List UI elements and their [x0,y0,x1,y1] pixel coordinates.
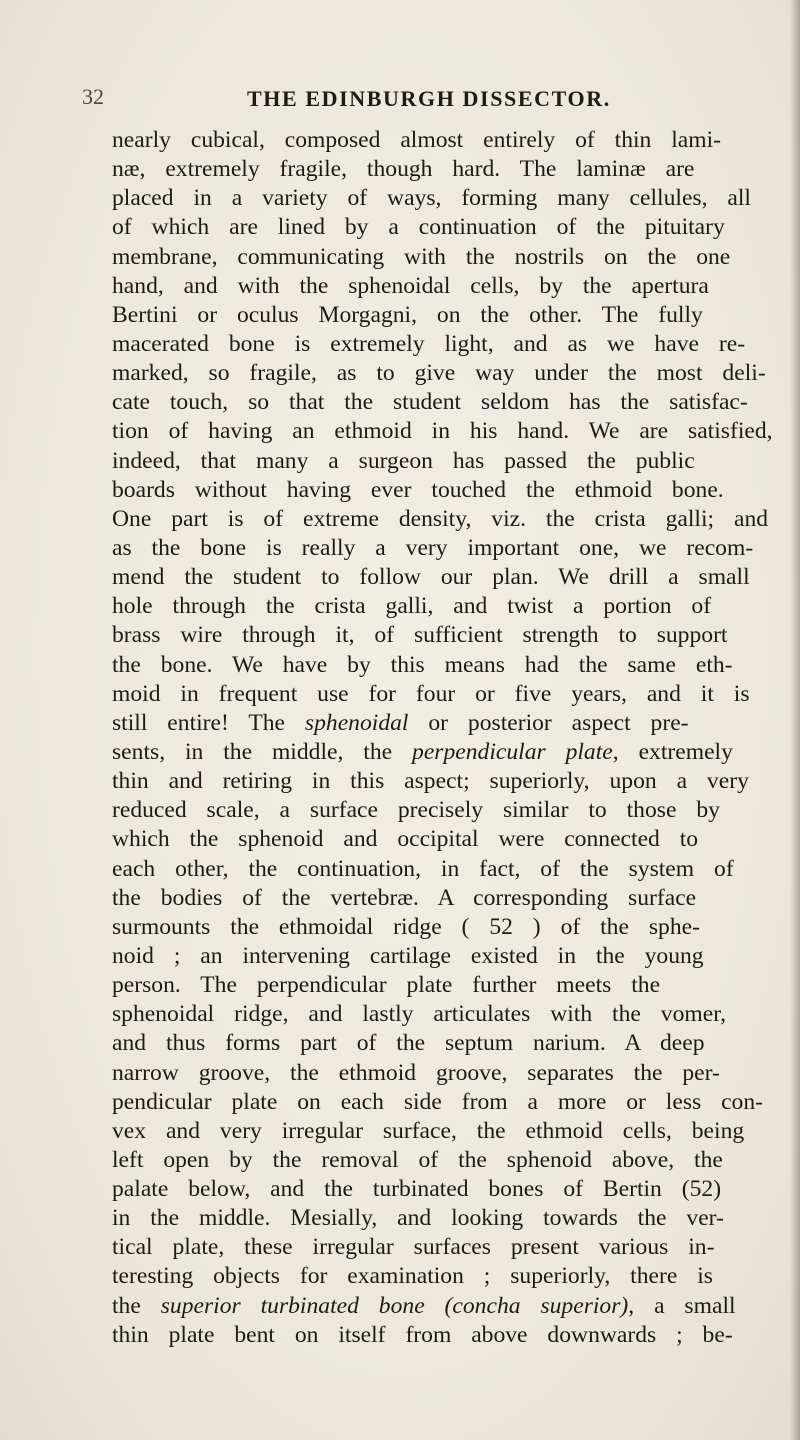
text-line: tion of having an ethmoid in his hand. We are satisfied, [112,418,773,445]
text-line: placed in a variety of ways, forming many cellules, all [112,185,751,212]
text-line: boards without having ever touched the ethmoid bone. [112,476,724,503]
text-line: the bodies of the vertebræ. A corresponding surface [112,884,697,911]
text-line: mend the student to follow our plan. We drill a small [112,564,750,591]
text-line: thin plate bent on itself from above downwards ; be- [112,1321,733,1348]
text-line: each other, the continuation, in fact, of the system of [112,855,734,882]
italic-term: superior turbinated bone (concha superior) [160,1292,629,1319]
text-line: macerated bone is extremely light, and as we have re- [112,330,746,357]
text-line: of which are lined by a continuation of the pituitary [112,214,725,241]
text-line: the superior turbinated bone (concha superior), a small [112,1292,736,1319]
page-number: 32 [82,84,104,109]
text-line: the bone. We have by this means had the same eth- [112,651,733,678]
text-line: sents, in the middle, the perpendicular plate, extremely [112,738,733,765]
text-line: tical plate, these irregular surfaces present various in- [112,1234,715,1261]
text-line: and thus forms part of the septum narium. A deep [112,1030,705,1057]
text-line: sphenoidal ridge, and lastly articulates with the vomer, [112,1001,727,1028]
body-text [112,126,794,1350]
page-header [82,84,760,114]
text-line: person. The perpendicular plate further meets the [112,972,661,999]
running-head: THE EDINBURGH DISSECTOR. [247,86,611,111]
text-line: marked, so fragile, as to give way under the most deli- [112,360,766,387]
text-line: left open by the removal of the sphenoid above, the [112,1146,723,1173]
text-line: membrane, communicating with the nostrils on the one [112,243,731,270]
text-line: narrow groove, the ethmoid groove, separates the per- [112,1059,720,1086]
text-line: One part is of extreme density, viz. the crista galli; and [112,505,769,532]
page-edge-shadow [790,0,800,1440]
text-line: hole through the crista galli, and twist a portion of [112,593,712,620]
text-line: brass wire through it, of sufficient strength to support [112,622,728,649]
text-line: as the bone is really a very important one, we recom- [112,534,754,561]
italic-term: sphenoidal [304,709,409,736]
text-line: in the middle. Mesially, and looking towards the ver- [112,1205,724,1232]
text-line: noid ; an intervening cartilage existed in the young [112,942,704,969]
italic-term: perpendicular plate [412,738,613,765]
text-line: still entire! The sphenoidal or posterior aspect pre- [112,709,689,736]
text-line: teresting objects for examination ; superiorly, there is [112,1263,713,1290]
text-line: which the sphenoid and occipital were connected to [112,826,699,853]
text-line: indeed, that many a surgeon has passed the public [112,447,695,474]
text-line: reduced scale, a surface precisely similar to those by [112,797,720,824]
text-line: cate touch, so that the student seldom has the satisfac- [112,389,748,416]
text-line: pendicular plate on each side from a more or less con- [112,1088,763,1115]
text-line: thin and retiring in this aspect; superiorly, upon a very [112,768,749,795]
text-line: Bertini or oculus Morgagni, on the other. The fully [112,301,703,328]
text-line: hand, and with the sphenoidal cells, by the apertura [112,272,709,299]
text-line: palate below, and the turbinated bones of Bertin (52) [112,1176,722,1203]
text-line: næ, extremely fragile, though hard. The laminæ are [112,156,695,183]
text-line: vex and very irregular surface, the ethmoid cells, being [112,1117,745,1144]
text-line: nearly cubical, composed almost entirely of thin lami- [112,127,722,153]
text-line: surmounts the ethmoidal ridge ( 52 ) of the sphe- [112,913,700,940]
text-line: moid in frequent use for four or five years, and it is [112,680,750,707]
